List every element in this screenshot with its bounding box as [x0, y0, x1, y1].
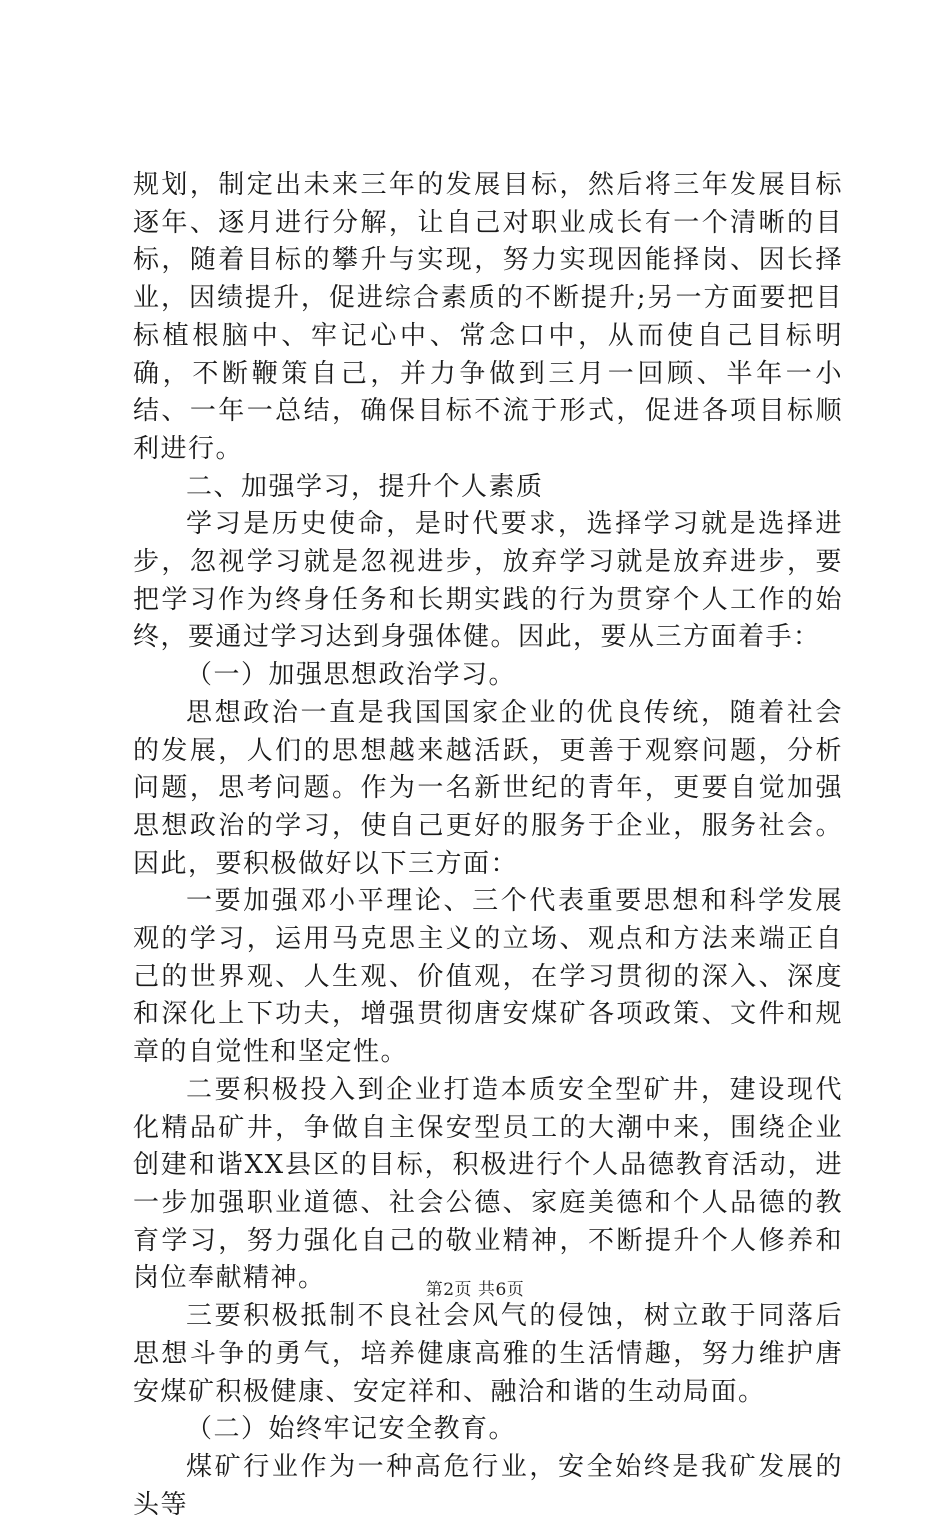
paragraph-safety: 煤矿行业作为一种高危行业，安全始终是我矿发展的头等	[133, 1451, 843, 1520]
page-number-footer: 第2页 共6页	[425, 1280, 525, 1300]
section-heading-study: 二、加强学习，提升个人素质	[186, 471, 544, 502]
paragraph-political-study: 思想政治一直是我国国家企业的优良传统，随着社会的发展，人们的思想越来越活跃，更善于观察问题，分析问题，思考问题。作为一名新世纪的青年，更要自觉加强思想政治的学习，使自己更好的服务于企业，服务社会。因此，要积极做好以下三方面：	[133, 697, 843, 879]
paragraph-point-three: 三要积极抵制不良社会风气的侵蚀，树立敢于同落后思想斗争的勇气，培养健康高雅的生活情趣，努力维护唐安煤矿积极健康、安定祥和、融洽和谐的生动局面。	[133, 1301, 843, 1407]
paragraph-study-intro: 学习是历史使命，是时代要求，选择学习就是选择进步，忽视学习就是忽视进步，放弃学习就是放弃进步，要把学习作为终身任务和长期实践的行为贯穿个人工作的始终，要通过学习达到身强体健。因此，要从三方面着手：	[133, 509, 843, 653]
paragraph-point-two: 二要积极投入到企业打造本质安全型矿井，建设现代化精品矿井，争做自主保安型员工的大潮中来，围绕企业创建和谐XX县区的目标，积极进行个人品德教育活动，进一步加强职业道德、社会公德、家庭美德和个人品德的教育学习，努力强化自己的敬业精神，不断提升个人修养和岗位奉献精神。	[133, 1074, 843, 1294]
paragraph-goal-planning: 规划，制定出未来三年的发展目标，然后将三年发展目标逐年、逐月进行分解，让自己对职业成长有一个清晰的目标，随着目标的攀升与实现，努力实现因能择岗、因长择业，因绩提升，促进综合素质的不断提升;另一方面要把目标植根脑中、牢记心中、常念口中，从而使自己目标明确，不断鞭策自己，并力争做到三月一回顾、半年一小结、一年一总结，确保目标不流于形式，促进各项目标顺利进行。	[133, 170, 843, 464]
subheading-safety-education: （二）始终牢记安全教育。	[186, 1414, 517, 1445]
subheading-political-study: （一）加强思想政治学习。	[186, 660, 517, 691]
document-body	[133, 167, 843, 1524]
paragraph-point-one: 一要加强邓小平理论、三个代表重要思想和科学发展观的学习，运用马克思主义的立场、观点和方法来端正自己的世界观、人生观、价值观，在学习贯彻的深入、深度和深化上下功夫，增强贯彻唐安煤矿各项政策、文件和规章的自觉性和坚定性。	[133, 886, 843, 1068]
